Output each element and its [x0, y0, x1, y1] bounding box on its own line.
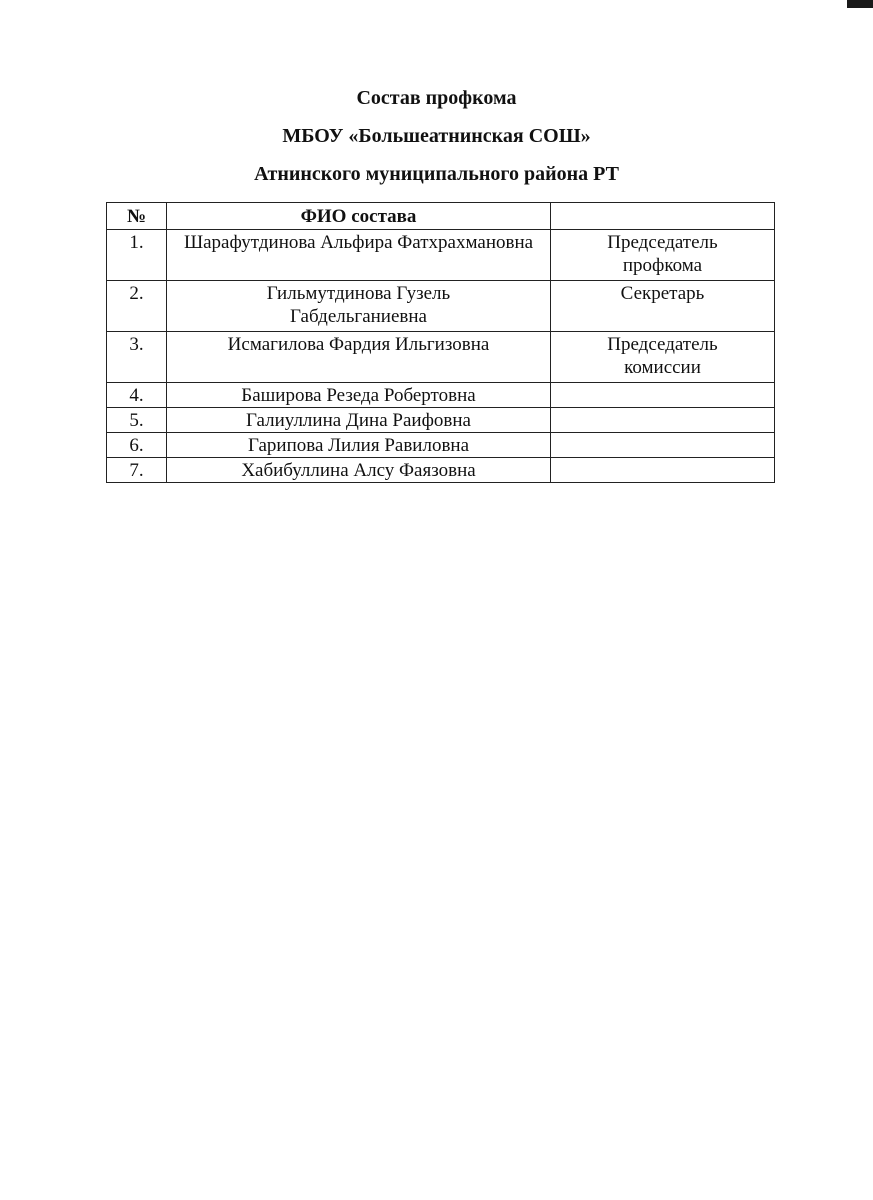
row-number: 4. [107, 383, 167, 408]
school-name: МБОУ «Большеатнинская СОШ» [282, 125, 591, 147]
table-row [107, 332, 775, 383]
members-table [106, 202, 775, 483]
member-name: Исмагилова Фардия Ильгизовна [167, 332, 551, 383]
member-name: Шарафутдинова Альфира Фатхрахмановна [167, 230, 551, 281]
table-row [107, 281, 775, 332]
member-role: Председатель профкома [551, 230, 775, 281]
table-row [107, 230, 775, 281]
member-role [551, 433, 775, 458]
district-name: Атнинского муниципального района РТ [254, 163, 619, 185]
table-row [107, 408, 775, 433]
row-number: 2. [107, 281, 167, 332]
member-role [551, 408, 775, 433]
member-role [551, 458, 775, 483]
row-number: 6. [107, 433, 167, 458]
scan-corner-mark [847, 0, 873, 8]
member-role: Председатель комиссии [551, 332, 775, 383]
column-header-name: ФИО состава [167, 203, 551, 230]
table-row [107, 383, 775, 408]
table-row [107, 458, 775, 483]
document-title: Состав профкома [356, 87, 517, 109]
column-header-role [551, 203, 775, 230]
row-number: 1. [107, 230, 167, 281]
row-number: 5. [107, 408, 167, 433]
table-row [107, 433, 775, 458]
row-number: 7. [107, 458, 167, 483]
table-header-row [107, 203, 775, 230]
member-name: Баширова Резеда Робертовна [167, 383, 551, 408]
member-name: Галиуллина Дина Раифовна [167, 408, 551, 433]
member-role [551, 383, 775, 408]
member-name: Гильмутдинова Гузель Габдельганиевна [167, 281, 551, 332]
member-name: Хабибуллина Алсу Фаязовна [167, 458, 551, 483]
row-number: 3. [107, 332, 167, 383]
member-name: Гарипова Лилия Равиловна [167, 433, 551, 458]
column-header-number: № [107, 203, 167, 230]
member-role: Секретарь [551, 281, 775, 332]
